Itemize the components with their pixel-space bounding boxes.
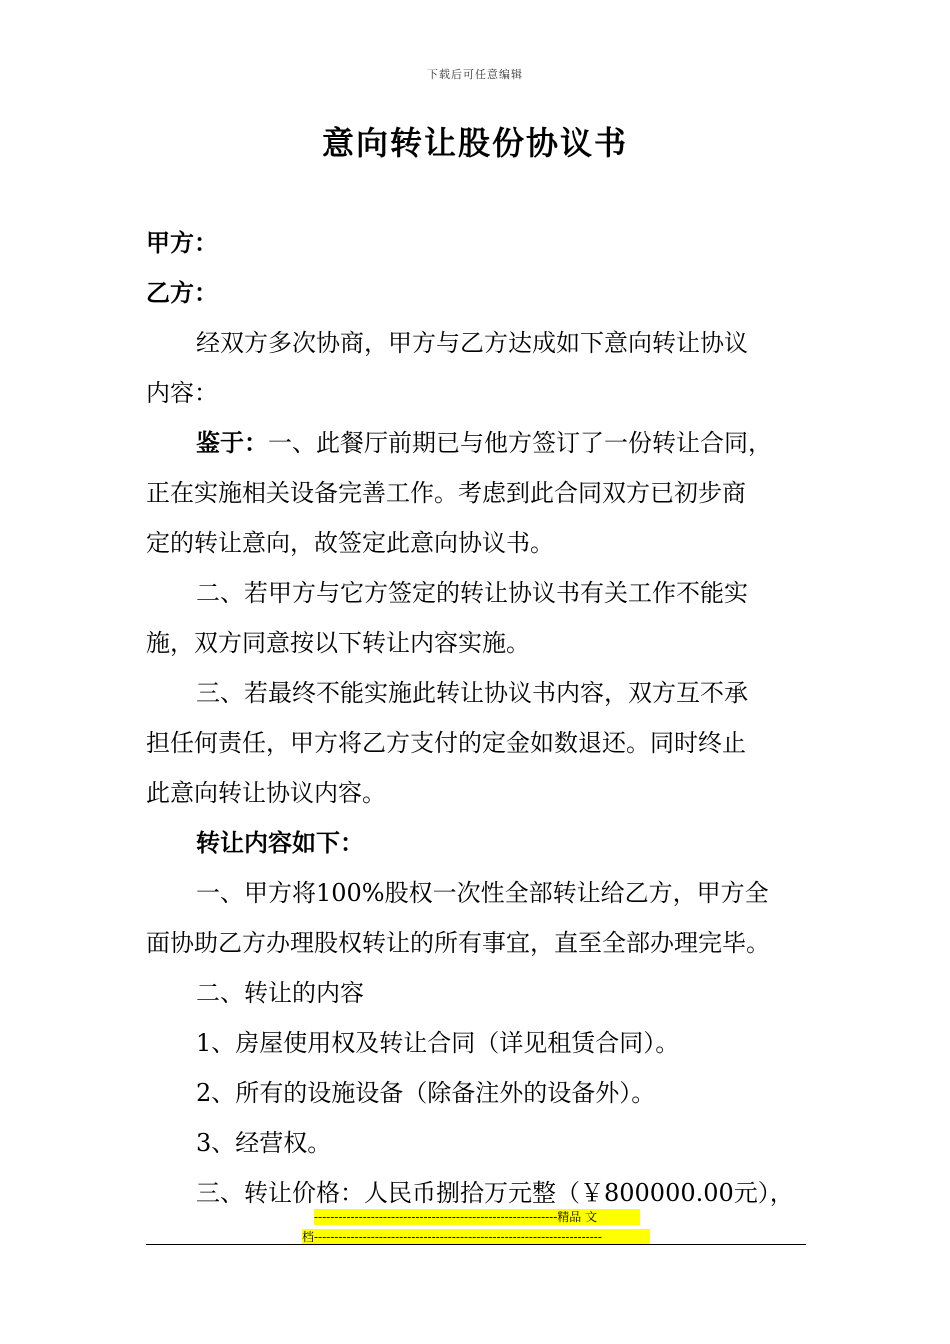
- footer-watermark: [302, 1209, 650, 1249]
- whereas-line-3: 定的转让意向，故签定此意向协议书。: [146, 529, 554, 557]
- party-b-label: 乙方：: [146, 278, 218, 307]
- content-heading: 转让内容如下：: [196, 828, 364, 857]
- item2-line-1: 二、若甲方与它方签定的转让协议书有关工作不能实: [196, 579, 748, 607]
- content-2-heading: 二、转让的内容: [196, 979, 364, 1007]
- item2-line-2: 施，双方同意按以下转让内容实施。: [146, 629, 530, 657]
- content-2-item-3: 3、经营权。: [196, 1129, 332, 1157]
- footer-row-2: 档-----------------------------------------------------------------------: [302, 1229, 650, 1245]
- content-1-line-1: 一、甲方将100%股权一次性全部转让给乙方，甲方全: [196, 879, 769, 907]
- item3-line-1: 三、若最终不能实施此转让协议书内容，双方互不承: [196, 679, 748, 707]
- intro-line-1: 经双方多次协商，甲方与乙方达成如下意向转让协议: [196, 329, 748, 357]
- footer-row-1: ------------------------------------------------------------精品 文: [314, 1209, 640, 1225]
- document-body: [146, 218, 810, 1218]
- party-a-label: 甲方：: [146, 228, 218, 257]
- item3-line-2: 担任何责任，甲方将乙方支付的定金如数退还。同时终止: [146, 729, 746, 757]
- whereas-line-2: 正在实施相关设备完善工作。考虑到此合同双方已初步商: [146, 479, 746, 507]
- document-title: 意向转让股份协议书: [321, 124, 628, 162]
- whereas-line-1-text: 一、此餐厅前期已与他方签订了一份转让合同，: [268, 429, 772, 457]
- whereas-line-1: [146, 418, 810, 468]
- intro-line-2: 内容：: [146, 379, 218, 407]
- content-1-line-2: 面协助乙方办理股权转让的所有事宜，直至全部办理完毕。: [146, 929, 770, 957]
- item3-line-3: 此意向转让协议内容。: [146, 779, 386, 807]
- whereas-label: 鉴于：: [196, 428, 268, 457]
- content-3-price: 三、转让价格：人民币捌拾万元整（￥800000.00元），: [196, 1179, 794, 1207]
- content-2-item-1: 1、房屋使用权及转让合同（详见租赁合同）。: [196, 1029, 680, 1057]
- content-2-item-2: 2、所有的设施设备（除备注外的设备外）。: [196, 1079, 656, 1107]
- footer-divider: [146, 1244, 806, 1245]
- header-note: 下载后可任意编辑: [427, 68, 523, 81]
